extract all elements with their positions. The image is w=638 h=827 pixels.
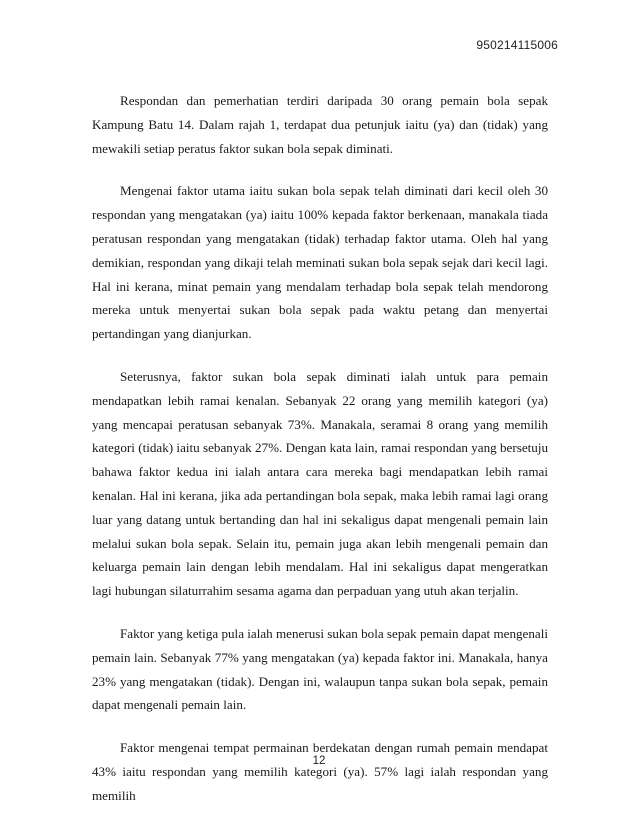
paragraph-2: Mengenai faktor utama iaitu sukan bola sepak telah diminati dari kecil oleh 30 respondan yang mengatakan (ya) iaitu 100% kepada faktor berkenaan, manakala tiada peratusan respondan yang mengatakan (tidak) terhadap faktor utama. Oleh hal yang demikian, respondan yang dikaji telah meminati sukan bola sepak sejak dari kecil lagi. Hal ini kerana, minat pemain yang mendalam terhadap bola sepak telah mendorong mereka untuk menyertai sukan bola sepak pada waktu petang dan menyertai pertandingan yang dianjurkan. bbox=[92, 183, 548, 342]
page-number: 12 bbox=[312, 755, 326, 767]
paragraph-3: Seterusnya, faktor sukan bola sepak diminati ialah untuk para pemain mendapatkan lebih ramai kenalan. Sebanyak 22 orang yang memilih kategori (ya) yang mencapai peratusan sebanyak 73%. Manakala, seramai 8 orang yang memilih kategori (tidak) iaitu sebanyak 27%. Dengan kata lain, ramai respondan yang bersetuju bahawa faktor kedua ini ialah antara cara mereka bagi mendapatkan lebih ramai kenalan. Hal ini kerana, jika ada pertandingan bola sepak, maka lebih ramai lagi orang luar yang datang untuk bertanding dan hal ini sekaligus dapat mengenali pemain lain melalui sukan bola sepak. Selain itu, pemain juga akan lebih mengenali pemain dan keluarga pemain lain dengan lebih mendalam. Hal ini sekaligus dapat mengeratkan lagi hubungan silaturrahim sesama agama dan perpaduan yang utuh akan terjalin. bbox=[92, 368, 548, 599]
paragraph-1: Respondan dan pemerhatian terdiri daripada 30 orang pemain bola sepak Kampung Batu 14. Dalam rajah 1, terdapat dua petunjuk iaitu (ya) dan (tidak) yang mewakili setiap peratus faktor sukan bola sepak diminati. bbox=[92, 93, 548, 156]
paragraph-5: Faktor mengenai tempat permainan berdekatan dengan rumah pemain mendapat 43% iaitu respondan yang memilih kategori (ya). 57% lagi ialah respondan yang memilih bbox=[92, 740, 548, 803]
document-id: 950214115006 bbox=[476, 38, 558, 52]
paragraph-4: Faktor yang ketiga pula ialah menerusi sukan bola sepak pemain dapat mengenali pemain lain. Sebanyak 77% yang mengatakan (ya) kepada faktor ini. Manakala, hanya 23% yang mengatakan (tidak). Dengan ini, walaupun tanpa sukan bola sepak, pemain dapat mengenali pemain lain. bbox=[92, 625, 548, 713]
body-text bbox=[92, 89, 548, 827]
